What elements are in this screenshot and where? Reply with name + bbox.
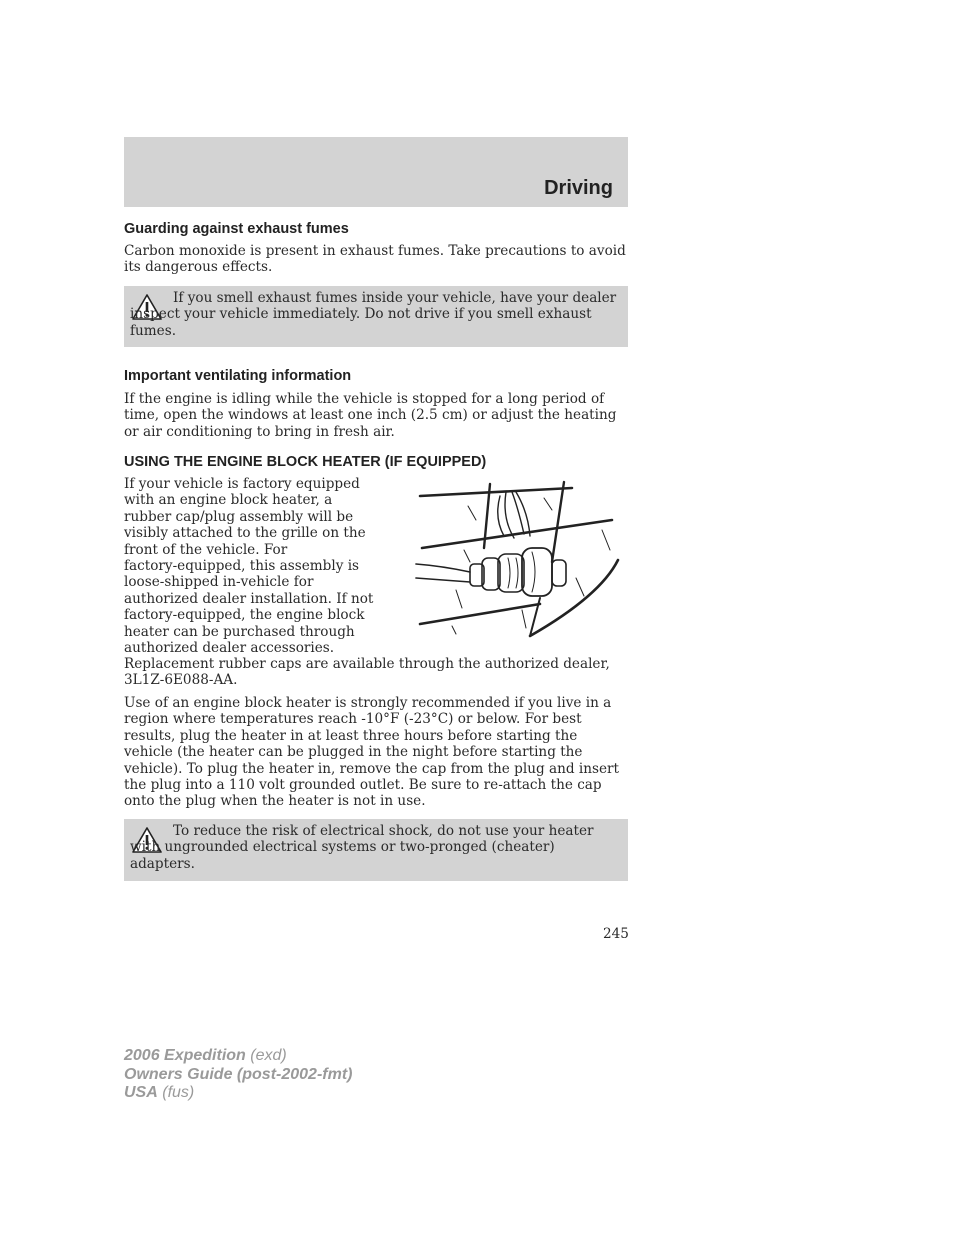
section-header-band [124, 137, 628, 207]
text-line: with an engine block heater, a [124, 492, 333, 509]
text-line: authorized dealer accessories. [124, 640, 335, 657]
footer-model: 2006 Expedition [124, 1047, 246, 1064]
warning-box-exhaust [124, 286, 628, 347]
footer-model-code: (exd) [250, 1047, 287, 1064]
text-line: heater can be purchased through [124, 623, 355, 640]
heading-exhaust-fumes: Guarding against exhaust fumes [124, 221, 349, 237]
heading-block-heater: USING THE ENGINE BLOCK HEATER (IF EQUIPPED) [124, 454, 487, 470]
paragraph-block-heater-intro [124, 476, 374, 656]
text-line: visibly attached to the grille on the [124, 525, 366, 542]
footer-guide: Owners Guide (post-2002-fmt) [124, 1065, 353, 1083]
heading-ventilating: Important ventilating information [124, 368, 352, 384]
footer-line-1 [124, 1047, 352, 1066]
text-line: loose-shipped in-vehicle for [124, 574, 314, 591]
text-line: authorized dealer installation. If not [124, 590, 374, 607]
text-line: front of the vehicle. For [124, 541, 288, 558]
engine-block-heater-illustration [412, 478, 628, 642]
footer-market: USA [124, 1084, 158, 1101]
paragraph-exhaust-fumes: Carbon monoxide is present in exhaust fumes. Take precautions to avoid its dangerous effects. [124, 243, 626, 276]
paragraph-ventilating: If the engine is idling while the vehicle is stopped for a long period of time, open the windows at least one inch (2.5 cm) or adjust the heating or air conditioning to bring in fresh air. [124, 391, 617, 440]
section-title: Driving [544, 177, 613, 199]
footer-market-code: (fus) [162, 1084, 195, 1101]
paragraph-heater-usage: Use of an engine block heater is strongly recommended if you live in a region where temperatures reach -10°F (-23°C) or below. For best results, plug the heater in at least three hours before starting the vehicle (the heater can be plugged in the night before starting the vehicle). To plug the heater in, remove the cap from the plug and insert the plug into a 110 volt grounded outlet. Be sure to re-attach the cap onto the plug when the heater is not in use. [124, 695, 619, 810]
warning-text-electrical: To reduce the risk of electrical shock, do not use your heater with ungrounded electrical systems or two-pronged (cheater) adapters. [130, 823, 594, 872]
page-number: 245 [603, 926, 629, 942]
footer-line-3 [124, 1084, 352, 1103]
text-line: factory-equipped, this assembly is [124, 558, 360, 575]
text-line: rubber cap/plug assembly will be [124, 508, 354, 525]
document-footer [124, 1047, 352, 1103]
footer-line-2 [124, 1066, 352, 1085]
paragraph-replacement-caps: Replacement rubber caps are available through the authorized dealer, 3L1Z-6E088-AA. [124, 656, 610, 689]
text-line: If your vehicle is factory equipped [124, 476, 360, 492]
warning-box-electrical [124, 819, 628, 881]
warning-text-exhaust: If you smell exhaust fumes inside your vehicle, have your dealer inspect your vehicle immediately. Do not drive if you smell exhaust fumes. [130, 290, 617, 339]
text-line: factory-equipped, the engine block [124, 607, 365, 624]
